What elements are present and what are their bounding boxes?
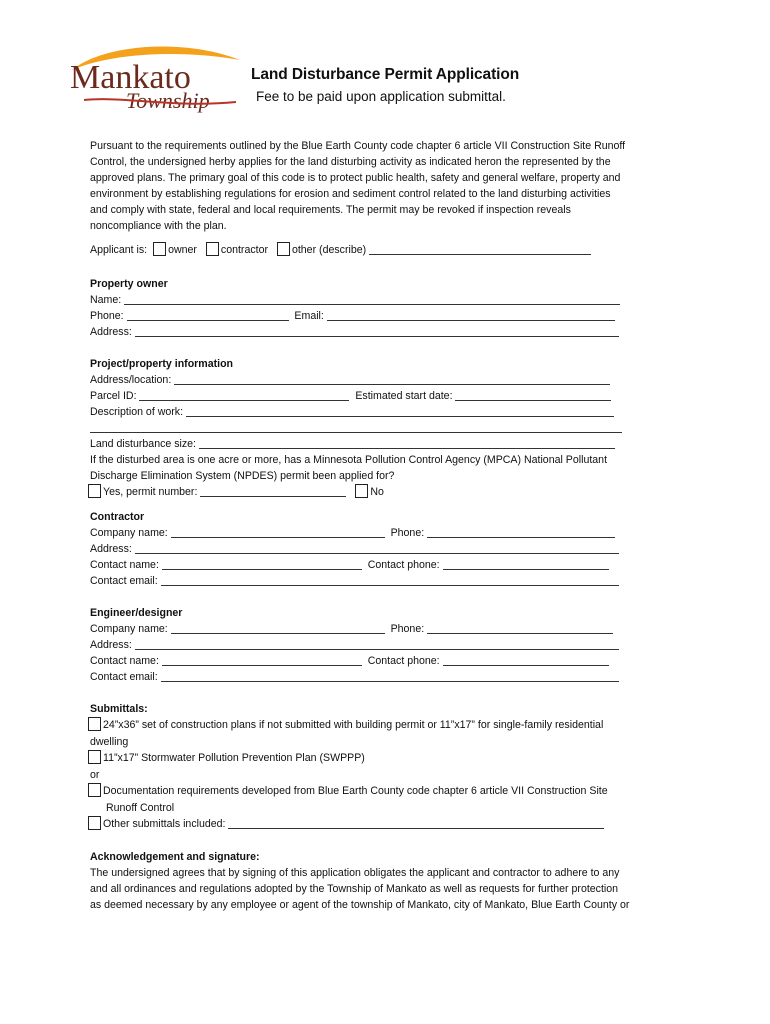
- other-submittals-field[interactable]: [228, 817, 604, 829]
- land-size-row: [90, 436, 690, 452]
- description-field-2[interactable]: [90, 421, 622, 433]
- contractor-checkbox[interactable]: [206, 242, 219, 256]
- npdes-question-line: If the disturbed area is one acre or more, has a Minnesota Pollution Control Agency (MPCA) National Pollutant: [90, 454, 608, 466]
- other-label: other (describe): [291, 244, 367, 256]
- npdes-question-line: Discharge Elimination System (NPDES) permit been applied for?: [90, 470, 395, 482]
- contractor-email-label: Contact email:: [90, 575, 158, 587]
- engineer-email-field[interactable]: [161, 670, 619, 682]
- contractor-email-field[interactable]: [161, 574, 619, 586]
- start-date-label: Estimated start date:: [355, 390, 453, 402]
- swppp-checkbox[interactable]: [88, 750, 101, 764]
- logo-mankato-text: Mankato: [70, 59, 191, 96]
- project-heading: Project/property information: [90, 358, 234, 370]
- other-checkbox[interactable]: [277, 242, 290, 256]
- engineer-company-label: Company name:: [90, 623, 168, 635]
- engineer-company-field[interactable]: [171, 622, 385, 634]
- property-owner-heading: Property owner: [90, 278, 168, 290]
- intro-line: noncompliance with the plan.: [90, 220, 227, 232]
- intro-line: environment by establishing regulations for erosion and sediment control related to the land disturbing activities: [90, 188, 611, 200]
- intro-line: approved plans. The primary goal of this code is to protect public health, safety and general welfare, property and: [90, 172, 621, 184]
- documentation-checkbox[interactable]: [88, 783, 101, 797]
- intro-line: Pursuant to the requirements outlined by the Blue Earth County code chapter 6 article VII Construction Site Runoff: [90, 140, 626, 152]
- form-body: [90, 138, 690, 913]
- description-label: Description of work:: [90, 406, 184, 418]
- engineer-address-label: Address:: [90, 639, 132, 651]
- engineer-company-row: [90, 621, 690, 637]
- parcel-row: [90, 388, 690, 404]
- contractor-address-row: [90, 541, 690, 557]
- contractor-contact-phone-field[interactable]: [443, 558, 609, 570]
- owner-address-row: [90, 324, 690, 340]
- documentation-label: Documentation requirements developed from Blue Earth County code chapter 6 article VII Construction Site: [103, 785, 608, 797]
- parcel-field[interactable]: [139, 389, 349, 401]
- owner-phone-label: Phone:: [90, 310, 124, 322]
- owner-label: owner: [168, 244, 197, 256]
- contractor-address-label: Address:: [90, 543, 132, 555]
- intro-paragraph: [90, 138, 690, 234]
- documentation-label-continuation: Runoff Control: [106, 802, 175, 814]
- description-field[interactable]: [186, 405, 614, 417]
- submittal-other-row: [90, 816, 690, 833]
- owner-email-label: Email:: [294, 310, 324, 322]
- permit-number-field[interactable]: [200, 485, 346, 497]
- engineer-contact-name-field[interactable]: [162, 654, 362, 666]
- or-text: or: [90, 769, 100, 781]
- engineer-phone-label: Phone:: [390, 623, 425, 635]
- description-continuation-row: [90, 420, 690, 436]
- engineer-email-row: [90, 669, 690, 685]
- mankato-township-logo: [64, 42, 244, 118]
- engineer-contact-phone-field[interactable]: [443, 654, 609, 666]
- owner-address-label: Address:: [90, 326, 132, 338]
- contractor-label: contractor: [220, 244, 268, 256]
- contractor-phone-label: Phone:: [390, 527, 425, 539]
- acknowledgement-line: as deemed necessary by any employee or agent of the township of Mankato, city of Mankato, Blue Earth County or: [90, 899, 630, 911]
- submittal-swppp-row: [90, 750, 690, 767]
- project-address-label: Address/location:: [90, 374, 172, 386]
- contractor-contact-name-field[interactable]: [162, 558, 362, 570]
- engineer-contact-phone-label: Contact phone:: [367, 655, 440, 667]
- page-subtitle: Fee to be paid upon application submittal.: [256, 89, 506, 104]
- contractor-company-label: Company name:: [90, 527, 168, 539]
- submittal-plans-row: [90, 717, 690, 734]
- contractor-address-field[interactable]: [135, 542, 619, 554]
- start-date-field[interactable]: [455, 389, 611, 401]
- acknowledgement-heading: Acknowledgement and signature:: [90, 851, 260, 863]
- contractor-contact-row: [90, 557, 690, 573]
- contractor-contact-phone-label: Contact phone:: [367, 559, 440, 571]
- acknowledgement-line: and all ordinances and regulations adopted by the Township of Mankato as well as requests for further protection: [90, 883, 619, 895]
- logo-township-text: Township: [126, 88, 210, 113]
- project-address-field[interactable]: [174, 373, 610, 385]
- contractor-company-field[interactable]: [171, 526, 385, 538]
- engineer-email-label: Contact email:: [90, 671, 158, 683]
- owner-phone-field[interactable]: [127, 309, 289, 321]
- other-submittals-label: Other submittals included:: [103, 818, 226, 830]
- project-address-row: [90, 372, 690, 388]
- plans-label: 24”x36” set of construction plans if not submitted with building permit or 11”x17” for single-family residential: [103, 719, 604, 731]
- owner-address-field[interactable]: [135, 325, 619, 337]
- owner-name-row: [90, 292, 690, 308]
- submittal-documentation-row: [90, 783, 690, 800]
- engineer-heading: Engineer/designer: [90, 607, 183, 619]
- page-title: Land Disturbance Permit Application: [251, 66, 520, 83]
- other-describe-field[interactable]: [369, 243, 591, 255]
- land-size-field[interactable]: [199, 437, 615, 449]
- npdes-no-label: No: [370, 486, 384, 498]
- owner-name-label: Name:: [90, 294, 122, 306]
- npdes-yes-label: Yes, permit number:: [103, 486, 198, 498]
- other-submittals-checkbox[interactable]: [88, 816, 101, 830]
- parcel-label: Parcel ID:: [90, 390, 137, 402]
- submittals-heading: Submittals:: [90, 703, 148, 715]
- npdes-no-checkbox[interactable]: [355, 484, 368, 498]
- contractor-email-row: [90, 573, 690, 589]
- contractor-contact-name-label: Contact name:: [90, 559, 159, 571]
- engineer-contact-name-label: Contact name:: [90, 655, 159, 667]
- land-size-label: Land disturbance size:: [90, 438, 197, 450]
- npdes-answer-row: [90, 484, 690, 501]
- owner-email-field[interactable]: [327, 309, 615, 321]
- description-row: [90, 404, 690, 420]
- engineer-phone-field[interactable]: [427, 622, 613, 634]
- applicant-label: Applicant is:: [90, 244, 148, 256]
- owner-phone-email-row: [90, 308, 690, 324]
- owner-name-field[interactable]: [124, 293, 620, 305]
- engineer-address-row: [90, 637, 690, 653]
- intro-line: Control, the undersigned herby applies for the land disturbing activity as indicated heron the represented by the: [90, 156, 611, 168]
- swppp-label: 11”x17” Stormwater Pollution Prevention Plan (SWPPP): [103, 752, 365, 764]
- plans-checkbox[interactable]: [88, 717, 101, 731]
- contractor-phone-field[interactable]: [427, 526, 615, 538]
- engineer-address-field[interactable]: [135, 638, 619, 650]
- engineer-contact-row: [90, 653, 690, 669]
- intro-line: and comply with state, federal and local requirements. The permit may be revoked if inspection reveals: [90, 204, 571, 216]
- applicant-row: [90, 242, 690, 260]
- contractor-company-row: [90, 525, 690, 541]
- plans-label-continuation: dwelling: [90, 736, 129, 748]
- owner-checkbox[interactable]: [153, 242, 166, 256]
- npdes-yes-checkbox[interactable]: [88, 484, 101, 498]
- acknowledgement-line: The undersigned agrees that by signing of this application obligates the applicant and contractor to adhere to any: [90, 867, 620, 879]
- contractor-heading: Contractor: [90, 511, 145, 523]
